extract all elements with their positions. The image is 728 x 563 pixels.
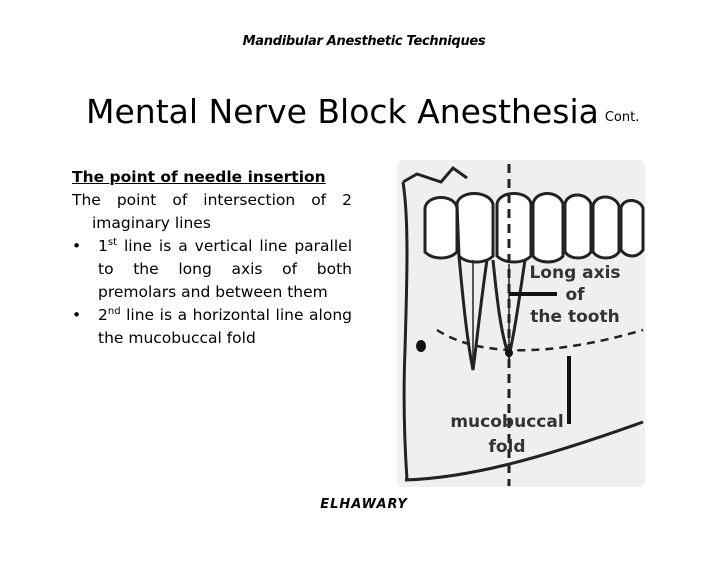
title-text: Mental Nerve Block Anesthesia	[86, 92, 599, 131]
bullet-item-2	[72, 304, 352, 350]
label-fold-line2: fold	[488, 437, 526, 457]
tooth-crown	[533, 194, 563, 263]
mental-foramen	[416, 340, 426, 352]
tooth-crown	[497, 194, 531, 263]
slide-title	[86, 92, 639, 131]
premolar-roots	[459, 256, 525, 370]
tooth-crown	[593, 197, 619, 258]
bullet-dot: •	[72, 306, 82, 324]
label-long-axis-line3: the tooth	[530, 307, 620, 327]
tooth-crown	[565, 195, 591, 258]
bullet-ordinal: 1	[98, 237, 108, 255]
intersection-point	[505, 349, 513, 357]
slide-footer: ELHAWARY	[320, 497, 408, 512]
clamp	[403, 168, 467, 182]
slide-header: Mandibular Anesthetic Techniques	[242, 34, 486, 49]
bullet-ordinal: 2	[98, 306, 108, 324]
tooth-crowns	[425, 194, 643, 263]
label-fold-line1: mucobuccal	[450, 412, 564, 432]
body-text	[72, 166, 352, 350]
bullet-dot: •	[72, 237, 82, 255]
bullet-item-1	[72, 235, 352, 304]
tooth-crown	[425, 198, 457, 259]
intro-paragraph: The point of intersection of 2 imaginary lines	[72, 191, 352, 232]
subheading: The point of needle insertion	[72, 168, 326, 186]
jaw-outline	[403, 182, 407, 480]
bullet-text: line is a horizontal line along the mucobuccal fold	[98, 306, 352, 347]
mandible-diagram-svg	[397, 160, 645, 487]
bullet-ordinal-suffix: st	[107, 237, 118, 248]
mandible-diagram	[397, 160, 645, 487]
bullet-text: line is a vertical line parallel to the long axis of both premolars and between them	[98, 237, 352, 301]
tooth-crown	[457, 194, 493, 263]
label-long-axis-line1: Long axis	[529, 263, 621, 283]
title-suffix: Cont.	[604, 110, 640, 125]
label-long-axis-line2: of	[565, 285, 585, 305]
bullet-ordinal-suffix: nd	[107, 306, 121, 317]
tooth-crown	[621, 201, 643, 257]
